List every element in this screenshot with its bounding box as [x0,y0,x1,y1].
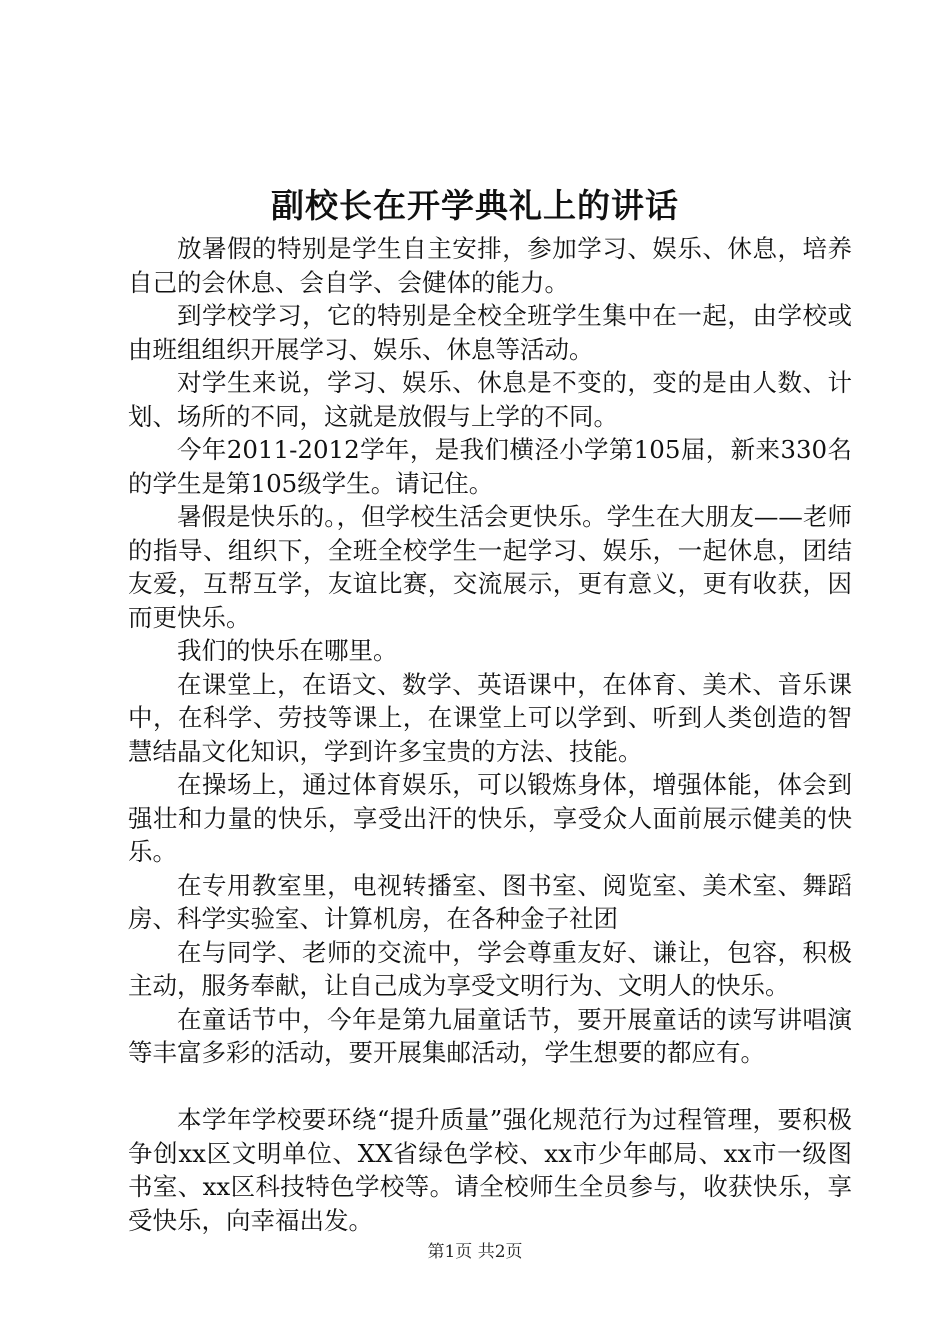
paragraph: 在与同学、老师的交流中，学会尊重友好、谦让，包容，积极主动，服务奉献，让自己成为享受文明行为、文明人的快乐。 [128,937,852,1000]
paragraph: 放暑假的特别是学生自主安排，参加学习、娱乐、休息，培养自己的会休息、会自学、会健体的能力。 [128,234,852,297]
paragraph: 在课堂上，在语文、数学、英语课中，在体育、美术、音乐课中，在科学、劳技等课上，在课堂上可以学到、听到人类创造的智慧结晶文化知识，学到许多宝贵的方法、技能。 [128,669,852,766]
page-footer: 第1页 共2页 [427,1242,523,1262]
document-body [128,232,852,1237]
paragraph: 在专用教室里，电视转播室、图书室、阅览室、美术室、舞蹈房、科学实验室、计算机房，在各种金子社团 [128,870,852,933]
paragraph-spacer [128,1070,852,1104]
document-title: 副校长在开学典礼上的讲话 [271,186,679,225]
paragraph: 对学生来说，学习、娱乐、休息是不变的，变的是由人数、计划、场所的不同，这就是放假与上学的不同。 [128,368,852,431]
paragraph: 今年2011-2012学年，是我们横泾小学第105届，新来330名的学生是第105级学生。请记住。 [128,435,852,498]
paragraph: 我们的快乐在哪里。 [177,636,398,665]
paragraph: 到学校学习，它的特别是全校全班学生集中在一起，由学校或由班组组织开展学习、娱乐、休息等活动。 [128,301,852,364]
paragraph: 在操场上，通过体育娱乐，可以锻炼身体，增强体能，体会到强壮和力量的快乐，享受出汗的快乐，享受众人面前展示健美的快乐。 [128,770,852,866]
paragraph: 在童话节中，今年是第九届童话节，要开展童话的读写讲唱演等丰富多彩的活动，要开展集邮活动，学生想要的都应有。 [128,1004,852,1067]
paragraph: 暑假是快乐的。，但学校生活会更快乐。学生在大朋友——老师的指导、组织下，全班全校学生一起学习、娱乐，一起休息，团结友爱，互帮互学，友谊比赛，交流展示，更有意义，更有收获，因而更快乐。 [128,502,852,632]
paragraph: 本学年学校要环绕“提升质量”强化规范行为过程管理，要积极争创xx区文明单位、XX省绿色学校、xx市少年邮局、xx市一级图书室、xx区科技特色学校等。请全校师生全员参与，收获快乐，享受快乐，向幸福出发。 [128,1105,852,1235]
